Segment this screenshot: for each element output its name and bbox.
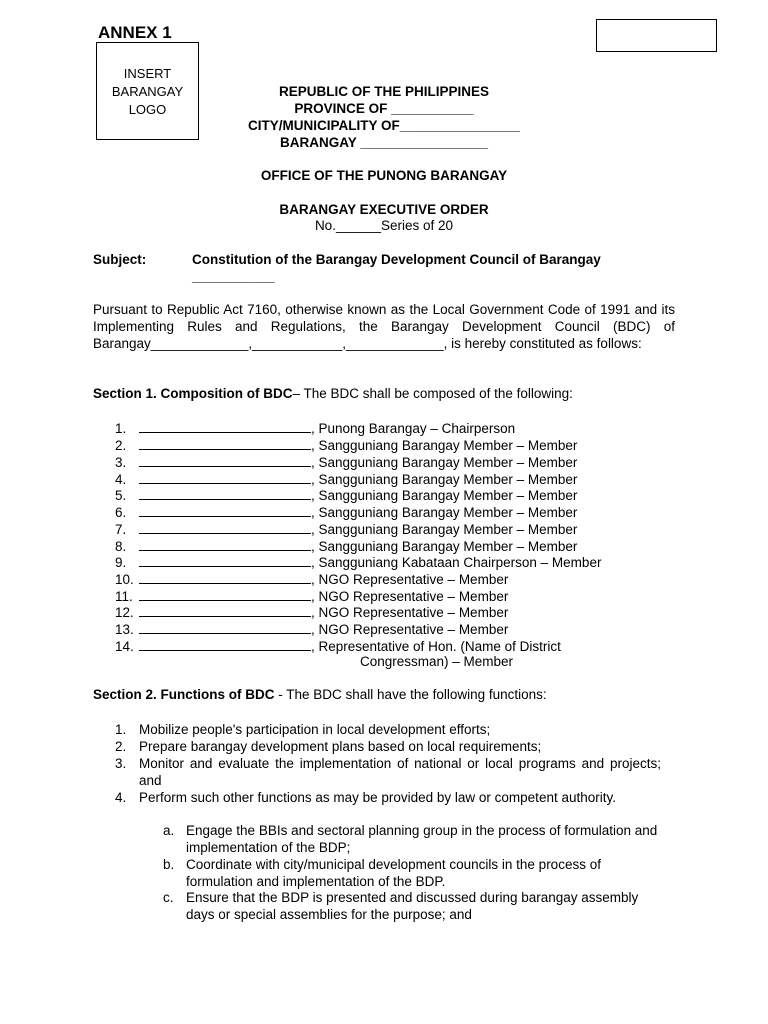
subject-blank: ___________ bbox=[192, 269, 275, 284]
member-number: 6. bbox=[115, 505, 127, 520]
annex-label: ANNEX 1 bbox=[98, 23, 172, 42]
member-number: 8. bbox=[115, 539, 127, 554]
order-number: No.______Series of 20 bbox=[314, 218, 454, 233]
member-name-blank bbox=[139, 437, 311, 450]
member-role: , Sangguniang Barangay Member – Member bbox=[311, 539, 578, 554]
member-row bbox=[115, 437, 577, 454]
member-number: 12. bbox=[115, 605, 134, 620]
section2-heading: Section 2. Functions of BDC bbox=[93, 687, 275, 702]
function-number: 3. bbox=[115, 756, 127, 771]
logo-placeholder-line: LOGO bbox=[128, 102, 167, 117]
header-city: CITY/MUNICIPALITY OF________________ bbox=[248, 118, 520, 133]
member-row bbox=[115, 521, 577, 538]
member-number: 4. bbox=[115, 472, 127, 487]
member-name-blank bbox=[139, 604, 311, 617]
member-role: , Sangguniang Barangay Member – Member bbox=[311, 438, 578, 453]
member-name-blank bbox=[139, 454, 311, 467]
subitem-text: Coordinate with city/municipal development councils in the process of formulation and implementation of the BDP. bbox=[186, 857, 601, 889]
member-row bbox=[115, 538, 577, 555]
member-number: 1. bbox=[115, 421, 127, 436]
header-republic: REPUBLIC OF THE PHILIPPINES bbox=[278, 84, 490, 99]
subitem-text: Ensure that the BDP is presented and discussed during barangay assembly days or special assemblies for the purpose; and bbox=[186, 890, 639, 922]
member-row bbox=[115, 471, 577, 488]
member-number: 9. bbox=[115, 555, 127, 570]
member-row bbox=[115, 588, 508, 605]
member-number: 2. bbox=[115, 438, 127, 453]
member-number: 11. bbox=[115, 589, 133, 604]
document-title: BARANGAY EXECUTIVE ORDER bbox=[279, 202, 489, 217]
member-name-blank bbox=[139, 621, 311, 634]
member-name-blank bbox=[139, 588, 311, 601]
preamble-paragraph: Pursuant to Republic Act 7160, otherwise known as the Local Government Code of 1991 and its Implementing Rules and Regulations, the Barangay Development Council (BDC) of Barangay_____________,____________,_____________, is hereby constituted as follows: bbox=[93, 302, 675, 351]
subject-label: Subject: bbox=[93, 252, 147, 267]
section1-text: – The BDC shall be composed of the following: bbox=[292, 386, 573, 401]
member-row bbox=[115, 554, 601, 571]
member-name-blank bbox=[139, 538, 311, 551]
member-role: , Sangguniang Barangay Member – Member bbox=[311, 522, 578, 537]
member-name-blank bbox=[139, 521, 311, 534]
member-name-blank bbox=[139, 638, 311, 651]
subitem-letter: b. bbox=[163, 857, 175, 872]
member-number: 5. bbox=[115, 488, 127, 503]
member-role: , Representative of Hon. (Name of District bbox=[311, 639, 561, 654]
subitem-letter: c. bbox=[163, 890, 174, 905]
function-text: Perform such other functions as may be provided by law or competent authority. bbox=[139, 790, 616, 805]
function-text: Mobilize people's participation in local development efforts; bbox=[139, 722, 491, 737]
member-role: , Sangguniang Barangay Member – Member bbox=[311, 472, 578, 487]
member-role: , NGO Representative – Member bbox=[311, 605, 509, 620]
member-role: , Sangguniang Barangay Member – Member bbox=[311, 505, 578, 520]
member-row bbox=[115, 571, 508, 588]
member-row bbox=[115, 604, 508, 621]
member-number: 7. bbox=[115, 522, 127, 537]
member-row bbox=[115, 638, 561, 655]
member-name-blank bbox=[139, 571, 311, 584]
member-row bbox=[115, 454, 577, 471]
function-text: Prepare barangay development plans based on local requirements; bbox=[139, 739, 542, 754]
member-role: , Sangguniang Kabataan Chairperson – Member bbox=[311, 555, 602, 570]
member-name-blank bbox=[139, 554, 311, 567]
logo-placeholder-line: INSERT bbox=[123, 66, 172, 81]
function-text: Monitor and evaluate the implementation of national or local programs and projects; and bbox=[139, 756, 661, 788]
subitem-letter: a. bbox=[163, 823, 175, 838]
member-role: , NGO Representative – Member bbox=[311, 589, 509, 604]
header-province: PROVINCE OF ___________ bbox=[294, 101, 474, 116]
member-row bbox=[115, 420, 515, 437]
header-barangay: BARANGAY _________________ bbox=[280, 135, 488, 150]
function-number: 2. bbox=[115, 739, 127, 754]
section1-line bbox=[93, 386, 573, 401]
member-number: 3. bbox=[115, 455, 127, 470]
logo-placeholder-line: BARANGAY bbox=[111, 84, 184, 99]
function-number: 4. bbox=[115, 790, 127, 805]
member-row bbox=[115, 487, 577, 504]
member-name-blank bbox=[139, 420, 311, 433]
control-number-box bbox=[596, 19, 717, 52]
member-name-blank bbox=[139, 487, 311, 500]
subitem-text: Engage the BBIs and sectoral planning group in the process of formulation and implementation of the BDP; bbox=[186, 823, 658, 855]
member-row bbox=[115, 504, 577, 521]
member-role: , Sangguniang Barangay Member – Member bbox=[311, 455, 578, 470]
member-name-blank bbox=[139, 504, 311, 517]
member-role: , Sangguniang Barangay Member – Member bbox=[311, 488, 578, 503]
section2-line bbox=[93, 687, 547, 702]
member-14-continuation: Congressman) – Member bbox=[360, 654, 514, 669]
member-number: 10. bbox=[115, 572, 134, 587]
member-name-blank bbox=[139, 471, 311, 484]
section1-heading: Section 1. Composition of BDC bbox=[93, 386, 293, 401]
member-role: , NGO Representative – Member bbox=[311, 622, 509, 637]
logo-placeholder bbox=[96, 42, 199, 140]
member-number: 13. bbox=[115, 622, 134, 637]
function-number: 1. bbox=[115, 722, 127, 737]
member-row bbox=[115, 621, 508, 638]
office-title: OFFICE OF THE PUNONG BARANGAY bbox=[260, 168, 508, 183]
subject-text: Constitution of the Barangay Development Council of Barangay bbox=[192, 252, 601, 267]
section2-text: - The BDC shall have the following functions: bbox=[274, 687, 547, 702]
member-number: 14. bbox=[115, 639, 134, 654]
member-role: , Punong Barangay – Chairperson bbox=[311, 421, 516, 436]
member-role: , NGO Representative – Member bbox=[311, 572, 509, 587]
